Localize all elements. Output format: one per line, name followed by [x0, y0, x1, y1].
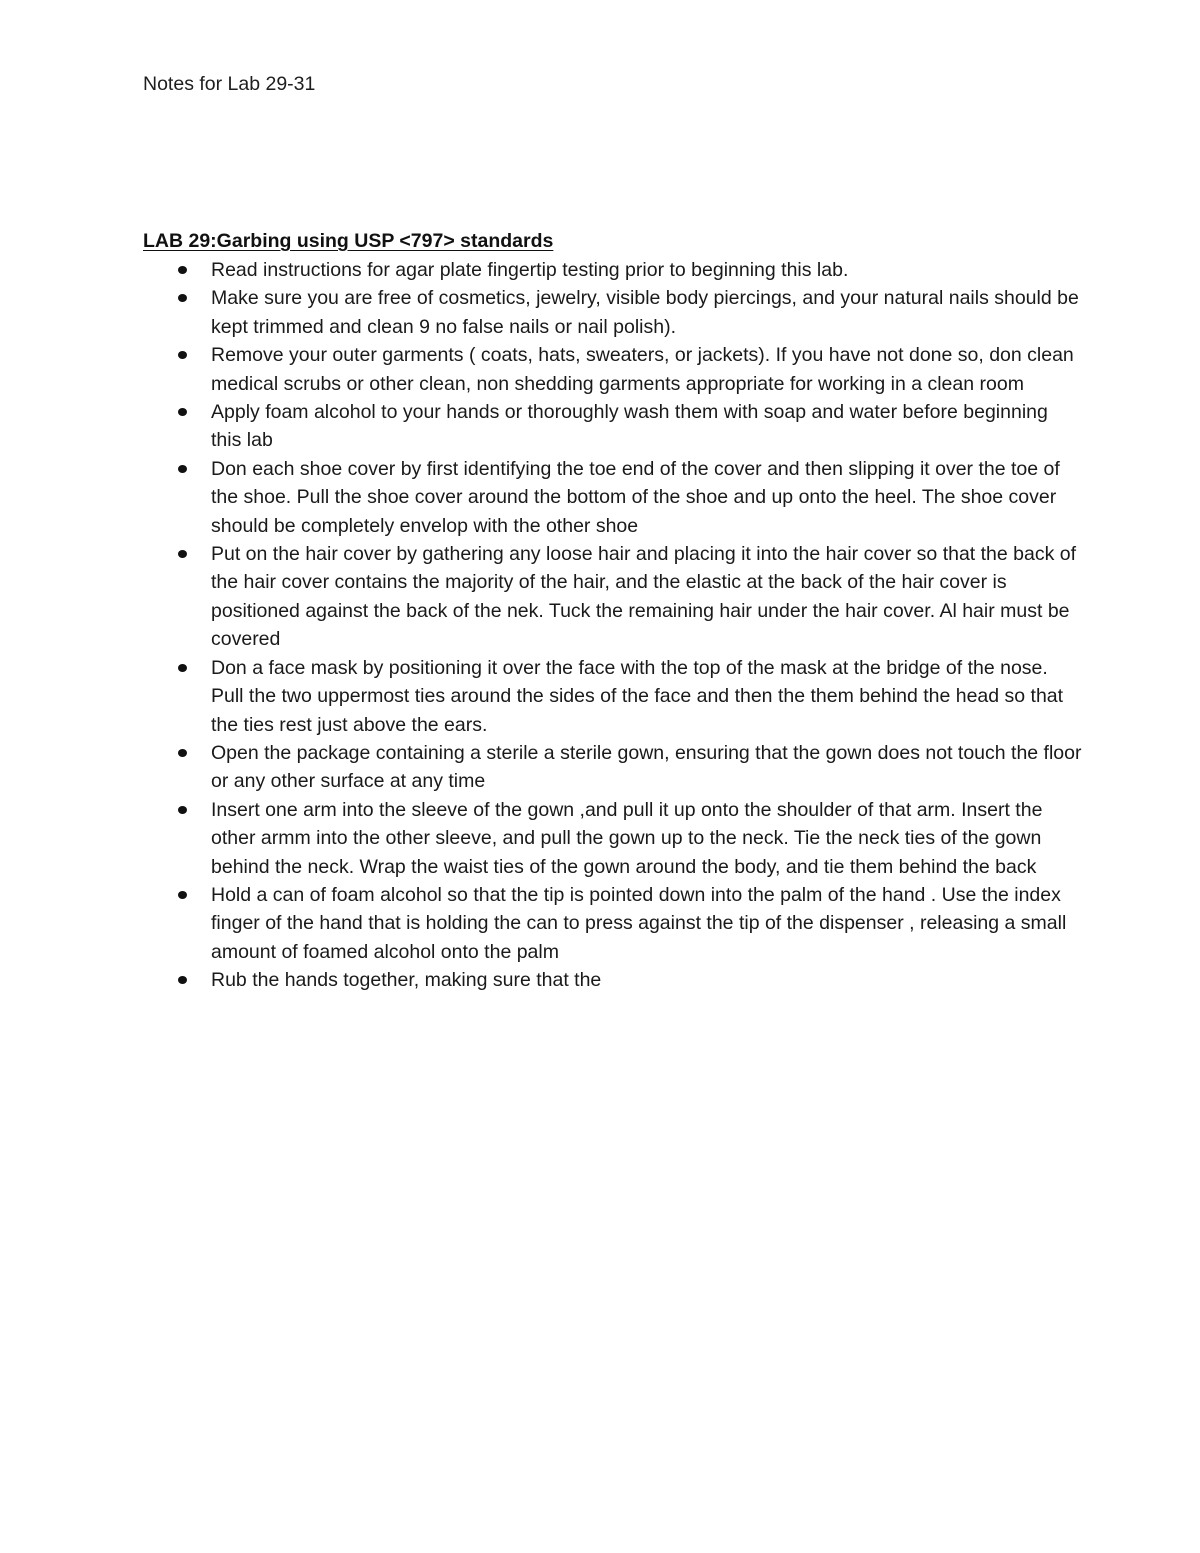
- bullet-icon: [178, 266, 187, 274]
- list-item-text: Read instructions for agar plate fingertip testing prior to beginning this lab.: [211, 259, 849, 281]
- instruction-list: [143, 256, 1083, 995]
- list-item-text: Hold a can of foam alcohol so that the tip is pointed down into the palm of the hand . Use the index finger of the hand that is holding the can to press against the tip of the dispenser , releasing a small amount of foamed alcohol onto the palm: [211, 883, 1067, 963]
- list-item: [143, 398, 1083, 455]
- list-item: [143, 256, 1083, 284]
- list-item-text: Make sure you are free of cosmetics, jewelry, visible body piercings, and your natural nails should be kept trimmed and clean 9 no false nails or nail polish).: [211, 287, 1079, 338]
- list-item: [143, 796, 1083, 881]
- section-heading: LAB 29:Garbing using USP <797> standards: [143, 230, 554, 252]
- bullet-icon: [178, 749, 187, 757]
- bullet-icon: [178, 806, 187, 814]
- list-item: [143, 654, 1083, 739]
- list-item-text: Insert one arm into the sleeve of the gown ,and pull it up onto the shoulder of that arm. Insert the other armm into the other sleeve, and pull the gown up to the neck. Tie the neck ties of the gown behind the neck. Wrap the waist ties of the gown around the body, and tie them behind the back: [211, 798, 1043, 878]
- bullet-icon: [178, 664, 187, 672]
- bullet-icon: [178, 976, 187, 984]
- bullet-icon: [178, 465, 187, 473]
- list-item: [143, 966, 1083, 994]
- bullet-icon: [178, 351, 187, 359]
- list-item: [143, 540, 1083, 654]
- list-item: [143, 739, 1083, 796]
- list-item: [143, 341, 1083, 398]
- list-item-text: Don each shoe cover by first identifying the toe end of the cover and then slipping it over the toe of the shoe. Pull the shoe cover around the bottom of the shoe and up onto the heel. The shoe cover should be completely envelop with the other shoe: [211, 457, 1060, 537]
- document-header: Notes for Lab 29-31: [143, 73, 316, 95]
- list-item-text: Remove your outer garments ( coats, hats, sweaters, or jackets). If you have not done so, don clean medical scrubs or other clean, non shedding garments appropriate for working in a clean room: [211, 344, 1074, 395]
- list-item: [143, 284, 1083, 341]
- bullet-icon: [178, 891, 187, 899]
- lab-29-section: [143, 228, 1083, 995]
- list-item-text: Don a face mask by positioning it over the face with the top of the mask at the bridge of the nose. Pull the two uppermost ties around the sides of the face and then the them behind the head so that the ties rest just above the ears.: [211, 656, 1064, 736]
- list-item-text: Open the package containing a sterile a sterile gown, ensuring that the gown does not touch the floor or any other surface at any time: [211, 741, 1082, 793]
- list-item-text: Apply foam alcohol to your hands or thoroughly wash them with soap and water before beginning this lab: [211, 401, 1048, 452]
- list-item-text: Put on the hair cover by gathering any loose hair and placing it into the hair cover so that the back of the hair cover contains the majority of the hair, and the elastic at the back of the hair cover is positioned against the back of the nek. Tuck the remaining hair under the hair cover. Al hair must be covered: [211, 543, 1077, 651]
- bullet-icon: [178, 408, 187, 416]
- list-item: [143, 455, 1083, 540]
- bullet-icon: [178, 294, 187, 302]
- bullet-icon: [178, 550, 187, 558]
- list-item: [143, 881, 1083, 966]
- list-item-text: Rub the hands together, making sure that the: [211, 969, 602, 992]
